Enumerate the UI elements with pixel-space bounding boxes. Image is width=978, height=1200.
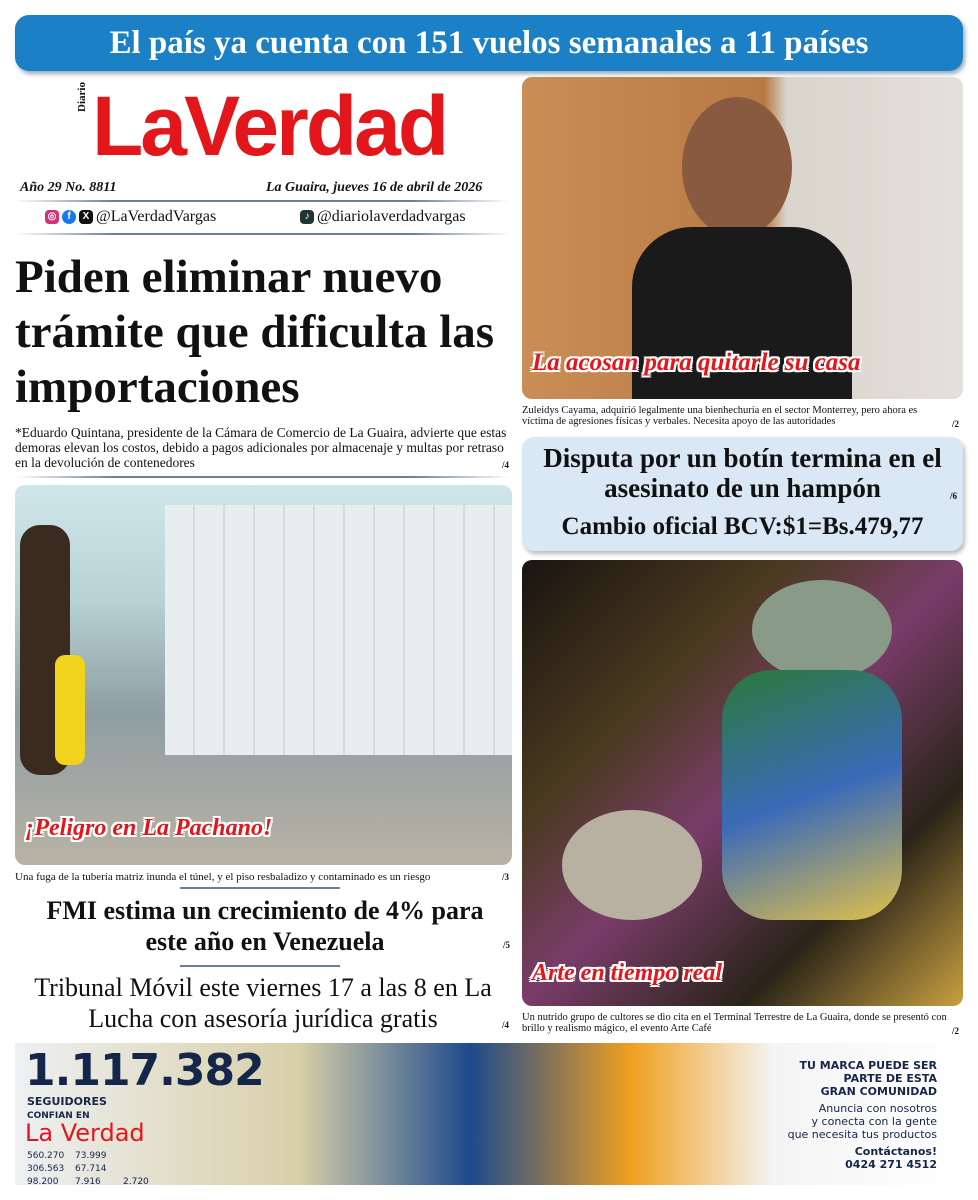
page-ref: /2 (952, 419, 960, 429)
facebook-icon: f (62, 210, 76, 224)
divider (15, 233, 510, 235)
deck-text: *Eduardo Quintana, presidente de la Cámara de Comercio de La Guaira, advierte que estas demoras elevan los costos, debido a pagos adicionales por almacenaje y multas por retraso en la devolución de contenedores (15, 425, 507, 470)
photo-art[interactable] (522, 560, 963, 1006)
page-ref: /3 (502, 872, 510, 882)
ad-right-text (788, 1059, 937, 1171)
x-icon: X (79, 210, 93, 224)
photo-overlay-title: La acosan para quitarle su casa (532, 349, 861, 376)
social-links (45, 208, 216, 226)
logo: LaVerdad (92, 79, 447, 173)
stat-youtube: 7.916 (75, 1177, 101, 1187)
divider (180, 887, 340, 889)
disputa-headline[interactable]: Disputa por un botín termina en el asesinato de un hampón (543, 443, 942, 503)
page-ref: /2 (952, 1026, 960, 1036)
stat-threads: 67.714 (75, 1164, 107, 1174)
photo-woman[interactable] (522, 77, 963, 399)
tribunal-headline[interactable]: Tribunal Móvil este viernes 17 a las 8 en La Lucha con asesoría jurídica gratis (34, 973, 492, 1033)
divider (15, 200, 510, 202)
stat-instagram: 560.270 (27, 1151, 65, 1161)
advertisement-banner[interactable] (15, 1043, 963, 1185)
hat (562, 810, 702, 920)
photo-caption: Zuleidys Cayama, adquirió legalmente una bienhechuría en el sector Monterrey, pero ahora es víctima de agresiones físicas y verbales. Necesita apoyo de las autoridades (522, 405, 918, 427)
ad-text: y conecta con la gente (811, 1115, 937, 1128)
face (682, 97, 792, 237)
photo-tunnel[interactable] (15, 485, 512, 865)
stat-facebook: 306.563 (27, 1164, 65, 1174)
ad-phone: 0424 271 4512 (845, 1158, 937, 1171)
page-ref: /5 (503, 940, 511, 950)
tiktok-handle[interactable]: @diariolaverdadvargas (317, 208, 466, 225)
ad-text: CONFIAN EN (27, 1111, 90, 1121)
stat-x: 73.999 (75, 1151, 107, 1161)
photo-overlay-title: ¡Peligro en La Pachano! (25, 815, 273, 841)
ad-text: SEGUIDORES (27, 1095, 107, 1108)
page-ref: /4 (502, 460, 510, 470)
photo-caption: Un nutrido grupo de cultores se dio cita en el Terminal Terrestre de La Guaira, donde se presentó con brillo y realismo mágico, el evento Arte Café (522, 1012, 947, 1034)
ad-brand: La Verdad (25, 1119, 145, 1147)
masthead-diario: Diario (76, 82, 88, 112)
ad-text: PARTE DE ESTA (843, 1072, 937, 1085)
ad-text: TU MARCA PUEDE SER (799, 1059, 937, 1072)
stat-telegram: 2.720 (123, 1177, 149, 1187)
main-headline[interactable]: Piden eliminar nuevo trámite que dificulta las importaciones (15, 251, 495, 413)
fmi-headline[interactable]: FMI estima un crecimiento de 4% para este año en Venezuela (46, 896, 484, 956)
divider (15, 476, 510, 478)
stat-tiktok: 98.200 (27, 1177, 59, 1187)
page-ref: /6 (949, 491, 957, 501)
dateline: La Guaira, jueves 16 de abril de 2026 (266, 180, 483, 195)
social-handle[interactable]: @LaVerdadVargas (96, 208, 217, 225)
photo-caption: Una fuga de la tubería matriz inunda el túnel, y el piso resbaladizo y contaminado es un riesgo (15, 871, 431, 883)
ad-text: GRAN COMUNIDAD (820, 1085, 937, 1098)
top-banner-headline[interactable]: El país ya cuenta con 151 vuelos semanales a 11 países (15, 15, 963, 71)
divider (180, 965, 340, 967)
ad-text: Anuncia con nosotros (818, 1102, 937, 1115)
tiktok-link (300, 208, 466, 226)
page-ref: /4 (502, 1020, 510, 1030)
painted-body (722, 670, 902, 920)
child (55, 655, 85, 765)
main-deck (15, 425, 510, 470)
ad-follower-count: 1.117.382 (25, 1045, 264, 1096)
tile-wall (165, 505, 512, 755)
ad-text: Contáctanos! (854, 1145, 937, 1158)
news-box (522, 437, 963, 551)
edition-number: Año 29 No. 8811 (20, 180, 117, 195)
ad-text: que necesita tus productos (787, 1128, 937, 1141)
exchange-rate: Cambio oficial BCV:$1=Bs.479,77 (561, 513, 924, 540)
tiktok-icon: ♪ (300, 210, 314, 224)
photo-overlay-title: Arte en tiempo real (532, 960, 722, 986)
ad-stats (27, 1151, 171, 1187)
instagram-icon: ◎ (45, 210, 59, 224)
flower-hat (752, 580, 892, 680)
